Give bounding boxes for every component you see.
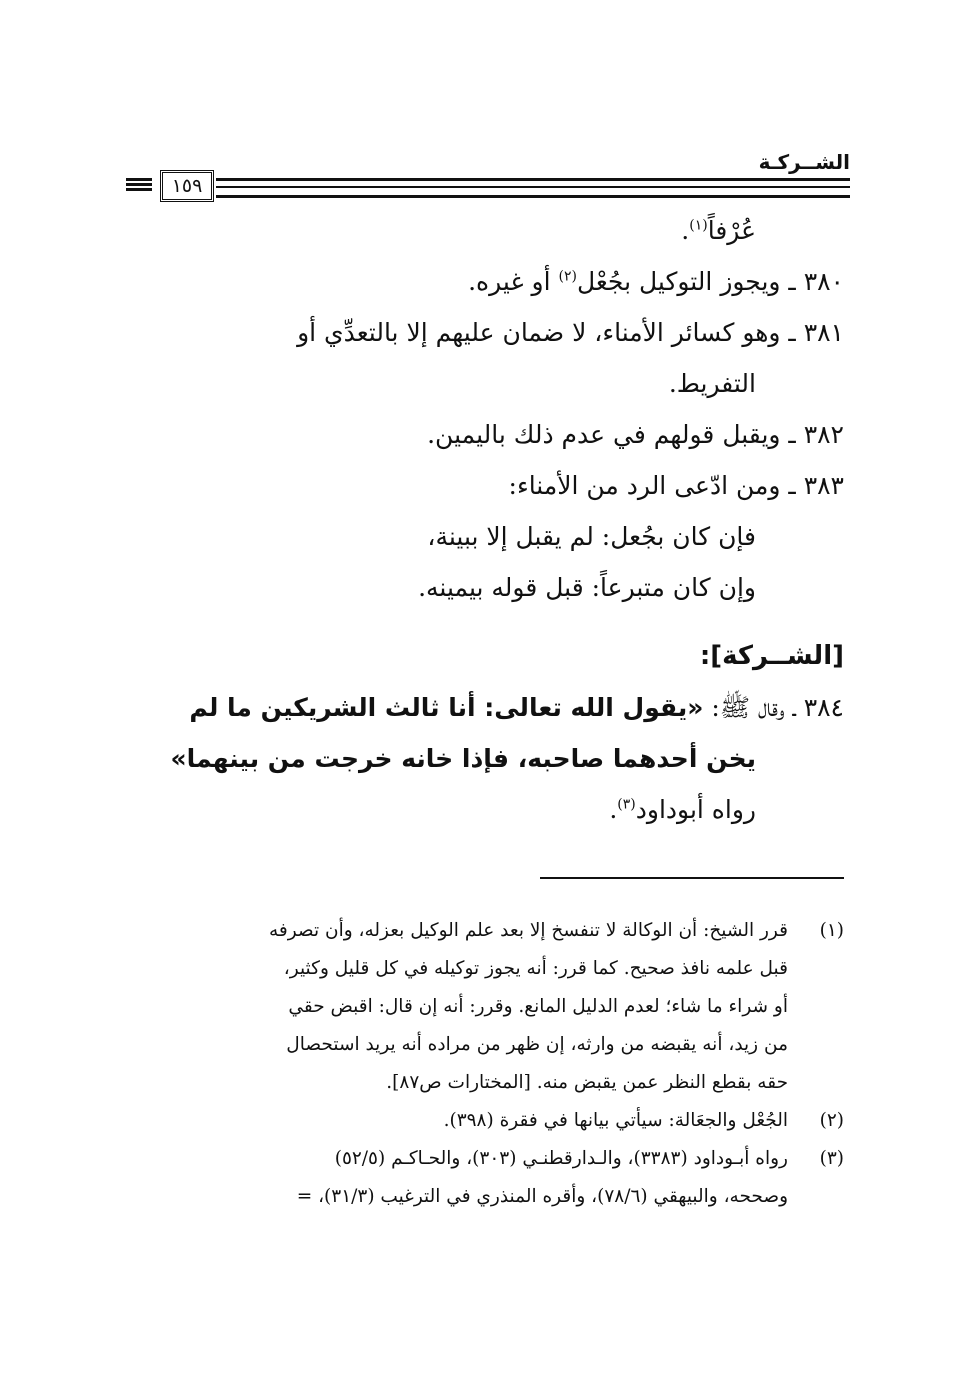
footnote-number: (١) [819, 920, 844, 941]
footnote-1 [116, 912, 844, 1102]
running-title: الشــركـة [758, 150, 850, 174]
text-line: عُرْفاً$^{(١)}$. [681, 216, 756, 245]
footnote-line: حقه بقطع النظر عمن يقبض منه. [المختارات ص٨٧]. [386, 1072, 788, 1093]
footnote-line: أو شراء ما شاء؛ لعدم الدليل المانع. وقرر: أنه إن قال: اقبض حقي [288, 996, 788, 1017]
header-rule [216, 178, 850, 198]
footnote-ref: (٢) [558, 268, 577, 285]
footnote-3 [116, 1140, 844, 1216]
footnote-line: رواه أبـوداود (٣٣٨٣)، والـدارقطنـي (٣٠٣)، والحـاكـم (٥٢/٥) [334, 1148, 788, 1169]
footnote-line: الجُعْل والجعَالة: سيأتي بيانها في فقرة (٣٩٨). [443, 1110, 788, 1131]
footnote-line: قرر الشيخ: أن الوكالة لا تنفسخ إلا بعد علم الوكيل بعزله، وأن تصرفه [268, 920, 788, 941]
footnote-ref: (٣) [617, 796, 636, 813]
page-number: ١٥٩ [160, 170, 214, 202]
text-line: التفريط. [668, 369, 756, 398]
text-line: رواه أبوداود$^{(٣)}$. [609, 795, 756, 824]
paragraph-383: ٣٨٣ ـ ومن ادّعى الرد من الأمناء: [508, 471, 844, 500]
paragraph-384: ٣٨٤ ـ وقال ﷺ: «يقول الله تعالى: أنا ثالث الشريكين ما لم [189, 693, 844, 722]
text-line: وإن كان متبرعاً: قبل قوله بيمينه. [418, 573, 756, 602]
hadith-text: «يقول الله تعالى: أنا ثالث الشريكين ما لم [189, 693, 704, 722]
section-heading: [الشــركة]: [699, 641, 844, 671]
paragraph-382: ٣٨٢ ـ ويقبل قولهم في عدم ذلك باليمين. [427, 420, 844, 449]
footnote-separator [540, 877, 844, 879]
hadith-text: يخن أحدهما صاحبه، فإذا خانه خرجت من بينهما» [170, 744, 756, 773]
main-text [114, 205, 844, 835]
header-ornament [126, 178, 152, 192]
footnote-line: وصححه، والبيهقي (٧٨/٦)، وأقره المنذري في الترغيب (٣١/٣)، = [296, 1186, 788, 1207]
paragraph-380: ٣٨٠ ـ ويجوز التوكيل بجُعْل$^{(٢)}$ أو غيره. [468, 267, 844, 296]
text-line: فإن كان بجُعل: لم يقبل إلا ببينة، [427, 522, 756, 551]
footnote-ref: (١) [689, 217, 708, 234]
footnotes [116, 912, 844, 1216]
footnote-number: (٣) [819, 1148, 844, 1169]
paragraph-381: ٣٨١ ـ وهو كسائر الأمناء، لا ضمان عليهم إلا بالتعدِّي أو [297, 318, 844, 347]
footnote-line: من زيد، أنه يقبضه من وارثه، إن ظهر من مراده أنه يريد استحصال [286, 1034, 788, 1055]
footnote-2 [116, 1102, 844, 1140]
footnote-line: قبل علمه نافذ صحيح. كما قرر: أنه يجوز توكيله في كل قليل وكثير، [283, 958, 788, 979]
footnote-number: (٢) [819, 1110, 844, 1131]
